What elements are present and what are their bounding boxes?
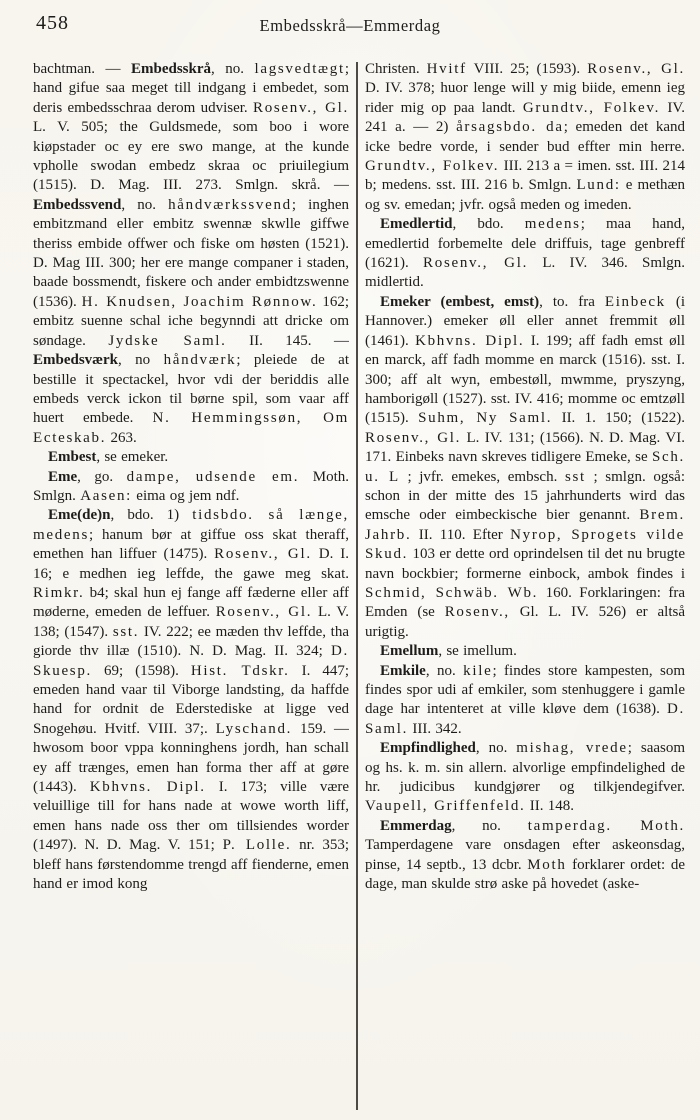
text-segment: ; smlgn. også: schon in der mitte des 15 jahrhunderts wird das emsche oder eimbeckische bier genannt. — [365, 468, 685, 524]
text-segment: ; maa hand, emedlertid forbemelte dele driffuis, tage genbreff (1621). — [365, 216, 685, 272]
text-segment: II. 1. 150; (1522). — [552, 410, 685, 427]
text-segment: , go. — [77, 468, 127, 485]
text-segment: Einbeck — [604, 293, 666, 310]
headword: Embedsværk — [33, 352, 119, 369]
text-segment: Gl. L. IV. 526) er altså urigtig. — [365, 604, 685, 640]
text-segment: Brem. Jahrb. — [365, 507, 685, 543]
text-segment: Rosenv., Gl. — [423, 255, 529, 272]
text-segment: e methæn og sv. emedan; jvfr. også meden og imeden. — [365, 177, 685, 213]
text-segment: ; emeden det kand icke bedre vorde, i sender bud effter min herre. — [365, 119, 685, 155]
text-segment: Kbhvns. Dipl. — [89, 779, 206, 796]
text-segment: ; jvfr. emekes, embsch. — [399, 468, 565, 485]
text-segment: (i Hannover.) emeker øll eller annet fremmit øll (1461). — [365, 293, 685, 349]
headword: Emellum — [380, 643, 439, 660]
text-segment: VIII. 25; (1593). — [466, 61, 588, 77]
text-segment: medens — [524, 216, 581, 233]
text-segment: I. 173; ville være veluillige till for hans nade at wowe worth liff, emen hans nade oss ther om tillsiendes worder (1497). N. D. Mag. V. 151; — [33, 779, 349, 854]
text-segment: dampe, udsende em. — [126, 468, 300, 485]
entry-paragraph — [365, 215, 685, 293]
text-segment: L. IV. 346. Smlgn. midlertid. — [365, 255, 685, 291]
text-segment: , se emeker. — [96, 449, 169, 466]
text-segment: L. IV. 131; (1566). N. D. Mag. VI. 171. Einbeks navn skreves tidligere Emeke, se — [365, 429, 685, 466]
headword: Emmerdag — [380, 817, 452, 834]
text-segment: 263. — [106, 429, 137, 446]
text-segment: Suhm, Ny Saml. — [418, 410, 553, 427]
text-segment: , se imellum. — [438, 643, 517, 660]
headword: Embest — [48, 449, 97, 466]
entry-paragraph — [365, 60, 685, 215]
text-segment: 162; embitz suenne schal iche begynndi att dricke om søndage. — [33, 293, 349, 349]
text-segment: D. Saml. — [365, 701, 685, 737]
entry-paragraph — [33, 448, 349, 467]
entry-paragraph — [365, 642, 685, 661]
text-segment: kile — [463, 662, 493, 679]
text-segment: Lyschand. — [215, 720, 293, 737]
text-segment: forklarer ordet: de dage, man skulde strø aske på hovedet (aske- — [365, 856, 685, 893]
text-segment: P. Lolle. — [222, 837, 292, 854]
column-right — [365, 60, 685, 1116]
text-segment: II. 145. — — [226, 332, 349, 349]
text-segment: Aasen: — [80, 487, 133, 504]
text-segment: Schmid, Schwäb. Wb. — [365, 584, 539, 601]
text-segment: , no. — [211, 61, 255, 77]
text-segment: håndværk — [163, 352, 237, 369]
running-title: Embedsskrå—Emmerdag — [259, 16, 441, 35]
text-segment: tidsbdo. så længe, medens — [33, 507, 349, 543]
text-segment: Rosenv., Gl. — [587, 61, 685, 77]
headword: Empfindlighed — [380, 740, 476, 757]
text-segment: , no. — [451, 817, 528, 834]
text-segment: Sch. u. L — [365, 449, 685, 485]
text-segment: ; inghen embitzmand eller embitz swennæ skwlle giffwe theriss embide offwer och fiske om høsten (1521). D. Mag III. 300; her ere mange companer i staden, baade bossmendt, fiskere och ander embidtzswenne (1536). — [33, 196, 349, 310]
text-segment: ; hand gifue saa meget till indgang i embedet, som deris embedsschraa derom udviser. — [33, 61, 349, 116]
headword: Emeker (embest, emst) — [380, 293, 540, 310]
text-segment: Rosenv., Gl. — [365, 429, 462, 446]
text-segment: III. 213 a = imen. sst. III. 214 b; medens. sst. III. 216 b. Smlgn. — [365, 158, 685, 194]
entry-paragraph — [33, 60, 349, 448]
text-segment: Hist. Tdskr. — [190, 662, 290, 679]
text-segment: , to. fra — [539, 293, 605, 310]
text-segment: eima og jem ndf. — [132, 487, 240, 504]
text-segment: Moth. Smlgn. — [33, 468, 349, 504]
text-segment: håndværkssvend — [168, 196, 292, 213]
text-segment: N. Hemmingssøn, Om Ecteskab. — [33, 410, 349, 446]
text-segment: Rosenv., — [444, 604, 510, 621]
text-segment: 160. Forklaringen: fra Emden (se — [365, 584, 685, 621]
text-segment: mishag, vrede — [516, 740, 628, 757]
text-segment: tamperdag. Moth. — [527, 817, 685, 834]
text-segment: Moth — [527, 856, 567, 873]
headword: Emedlertid — [380, 216, 453, 233]
text-segment: L. V. 138; (1547). — [33, 604, 349, 640]
entry-paragraph — [365, 662, 685, 740]
text-segment: Jydske Saml. — [108, 332, 227, 349]
text-segment: L. V. 505; the Guldsmede, som boo i wore kiøpstader oc ey ere swo mange, at the kunde vpholle swodan embedz skraa oc priuilegium (1515). D. Mag. III. 273. Smlgn. skrå. — — [33, 119, 349, 194]
text-segment: IV. 222; ee mæden thv leffde, tha giorde thv illæ (1510). N. D. Mag. II. 324; — [33, 623, 349, 660]
text-segment: 103 er dette ord oprindelsen til det nu brugte navn bockbier; formerne einbock, ambok findes i — [365, 546, 685, 582]
text-segment: ; saasom og hs. k. m. sin allern. alvorlige empfindelighed de hr. judicibus kundgjører og tilkjendegifver. — [365, 740, 685, 796]
text-segment: sst — [564, 468, 586, 485]
text-segment: Grundtv., Folkev. — [522, 99, 661, 116]
headword: Eme — [48, 468, 78, 485]
text-segment: Rosenv., Gl. — [214, 546, 312, 563]
text-segment: lagsvedtægt — [254, 61, 345, 77]
entry-paragraph — [365, 293, 685, 642]
text-segment: sst. — [112, 623, 140, 640]
text-segment: , no. — [475, 740, 517, 757]
text-segment: Nyrop, Sprogets vilde Skud. — [365, 526, 685, 563]
text-segment: bachtman. — — [33, 61, 131, 77]
text-segment: Lund: — [576, 177, 621, 194]
text-segment: H. Knudsen, Joachim Rønnow. — [81, 293, 318, 310]
text-segment: nr. 353; bleff hans førstendomme trengd aff fienderne, emen hand er imod kong — [33, 837, 349, 893]
text-segment: D. IV. 378; huor lenge will y mig biide, emenn ieg rider mig op paa landt. — [365, 80, 685, 116]
text-segment: Rosenv., Gl. — [252, 99, 349, 116]
text-segment: Kbhvns. Dipl. — [415, 332, 525, 349]
headword: Eme(de)n — [48, 507, 111, 524]
text-block — [33, 60, 685, 1116]
text-segment: , bdo. — [452, 216, 525, 233]
text-segment: I. 199; aff fadh emst øll en marck, aff fadh momme en marck (1516). sst. I. 300; aff alt wyn, embestøll, mwmme, pryszyng, hamborigøll (1527). sst. IV. 416; momme oc emtzøll (1515). — [365, 332, 685, 427]
headword: Embedssvend — [33, 196, 122, 213]
text-segment: I. 447; emeden hand vaar til Viborge landsting, da haffde hand for ordnit de Ederstediske at ligge ved Snogehøu. Hvitf. VIII. 37;. — [33, 662, 349, 737]
text-segment: Vaupell, Griffenfeld. — [365, 798, 526, 815]
text-segment: 69; (1598). — [92, 662, 191, 679]
headword: Embedsskrå — [131, 61, 212, 77]
text-segment: II. 148. — [525, 798, 574, 815]
text-segment: D. I. 16; e medhen ieg leffde, the gawe meg skat. — [33, 546, 349, 582]
text-segment: Tamperdagene vare onsdagen efter askeonsdag, pinse, 14 septb., 13 dcbr. — [365, 837, 685, 873]
column-left — [33, 60, 349, 1116]
text-segment: , no — [118, 352, 164, 369]
text-segment: , bdo. 1) — [110, 507, 193, 524]
text-segment: IV. 241 a. — 2) — [365, 99, 685, 136]
text-segment: Christen. — [365, 61, 427, 77]
text-segment: 159. — hwosom boor vppa konninghens jordh, han schall ey aff trænges, emen han forma ther aff at gøre (1443). — [33, 720, 349, 796]
text-segment: Rimkr. — [33, 584, 85, 601]
text-segment: b4; skal hun ej fange aff fæderne eller aff møderne, emeden de leffuer. — [33, 584, 349, 621]
text-segment: , no. — [425, 662, 464, 679]
text-segment: Grundtv., Folkev. — [365, 158, 500, 175]
text-segment: D. Skuesp. — [33, 643, 349, 679]
text-segment: årsagsbdo. da — [456, 119, 564, 136]
page-number: 458 — [36, 12, 69, 34]
text-segment: Hvitf — [426, 61, 467, 77]
headword: Emkile — [380, 662, 426, 679]
text-segment: , no. — [121, 196, 169, 213]
entry-paragraph — [365, 739, 685, 817]
entry-paragraph — [33, 506, 349, 894]
text-segment: ; pleiede de at bestille it spectackel, hvor vdi der beriddis alle embeds verck ickon til børne spil, som vaar aff huert embede. — [33, 352, 349, 427]
text-segment: ; findes store kampesten, som findes spor udi af emkiler, som stenhuggere i gamle dage har intenteret at ville kløve dem (1638). — [365, 662, 685, 718]
entry-paragraph — [365, 817, 685, 895]
text-segment: II. 110. Efter — [411, 526, 511, 543]
text-segment: III. 342. — [408, 720, 462, 737]
entry-paragraph — [33, 468, 349, 507]
text-segment: ; hanum bør at giffue oss skat theraff, emethen han liffuer (1475). — [33, 526, 349, 563]
text-segment: Rosenv., Gl. — [215, 604, 313, 621]
